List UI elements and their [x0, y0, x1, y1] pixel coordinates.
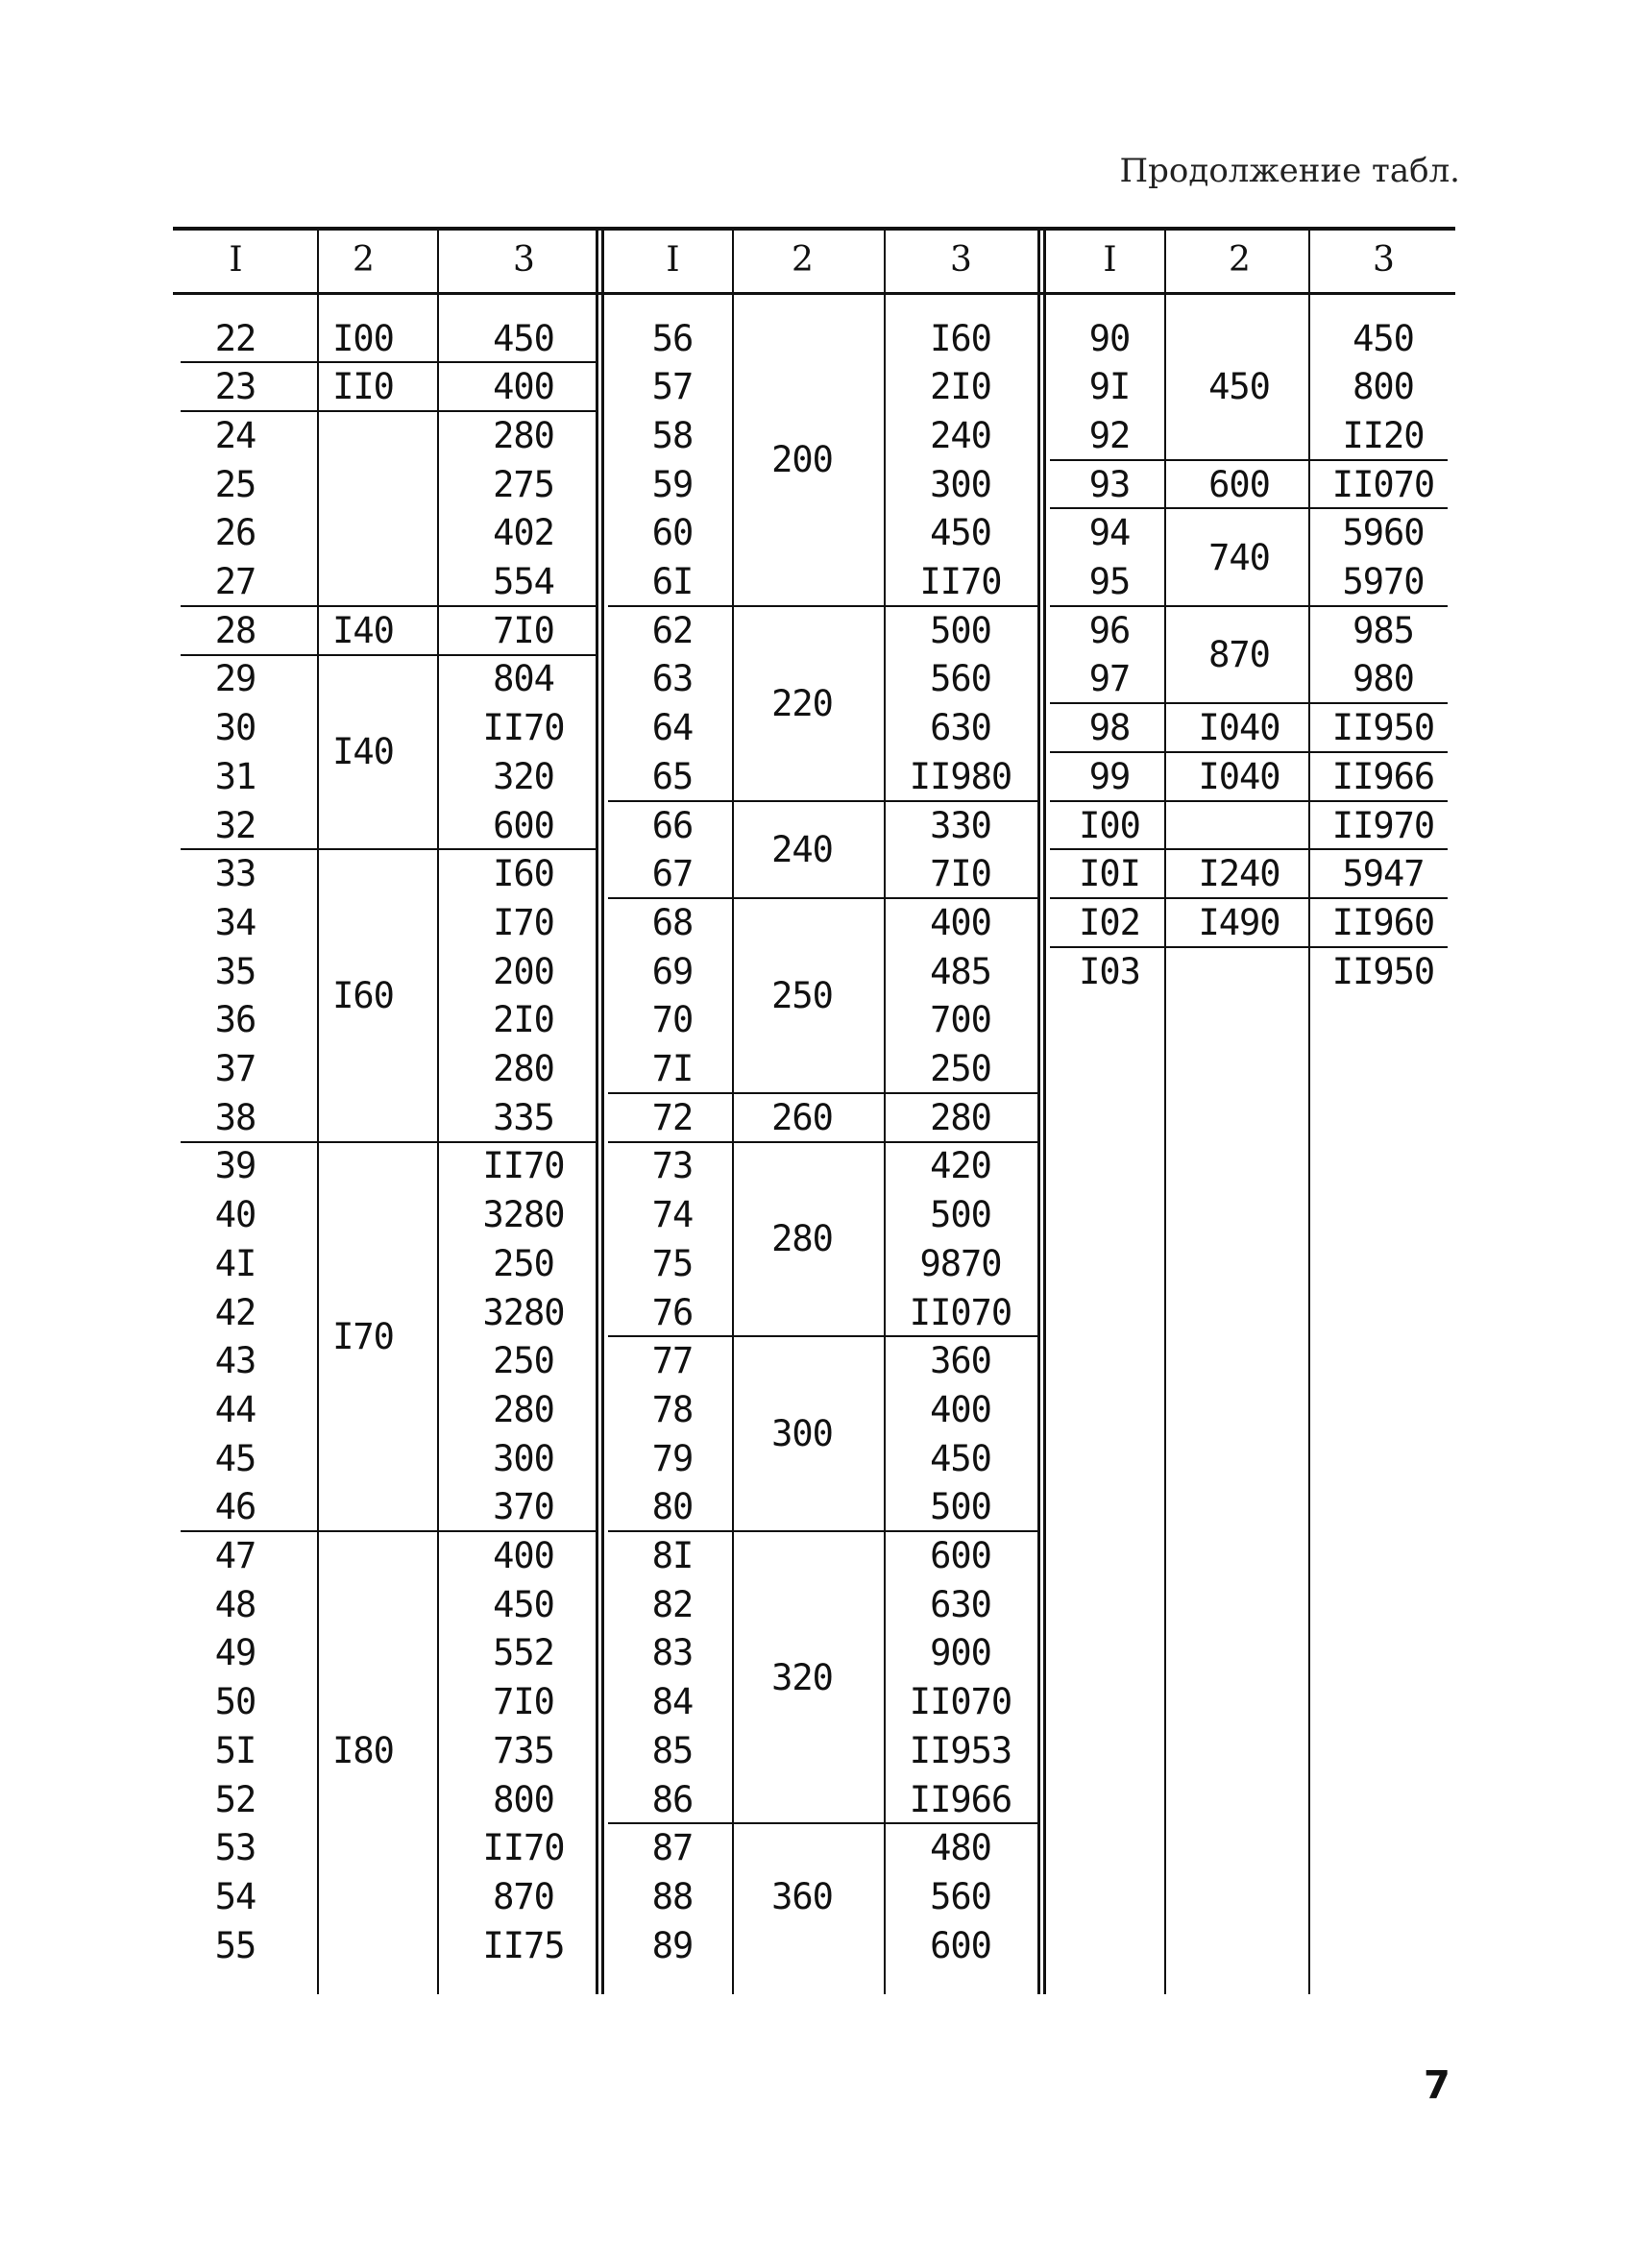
- row-index-cell: 54: [214, 1875, 256, 1917]
- value-cell: 630: [930, 1583, 991, 1625]
- group-value-cell: 320: [771, 1656, 833, 1698]
- row-index-cell: 25: [214, 463, 256, 505]
- row-index-cell: 70: [651, 999, 694, 1041]
- row-index-cell: 78: [651, 1388, 694, 1430]
- group-value-cell: I00: [332, 317, 394, 359]
- row-index-cell: 67: [651, 853, 694, 895]
- row-index-cell: 36: [214, 999, 256, 1041]
- page-number: 7: [1424, 2063, 1450, 2108]
- row-index-cell: 42: [214, 1291, 256, 1333]
- row-index-cell: 65: [651, 755, 694, 797]
- value-cell: 700: [930, 999, 991, 1041]
- row-index-cell: 74: [651, 1194, 694, 1236]
- value-cell: II950: [1331, 707, 1435, 749]
- value-cell: 280: [493, 414, 554, 456]
- row-index-cell: 80: [651, 1486, 694, 1528]
- value-cell: 5970: [1342, 561, 1425, 602]
- group-value-cell: 200: [771, 439, 833, 481]
- value-cell: 360: [930, 1340, 991, 1382]
- row-index-cell: 63: [651, 658, 694, 700]
- row-index-cell: 27: [214, 561, 256, 602]
- value-cell: II70: [482, 707, 565, 749]
- group-separator-rule: [1050, 800, 1448, 802]
- group-separator-rule: [608, 1335, 1039, 1337]
- column-rule: [437, 227, 439, 1994]
- group-value-cell: 220: [771, 682, 833, 724]
- group-value-cell: 360: [771, 1875, 833, 1917]
- row-index-cell: 89: [651, 1924, 694, 1966]
- group-separator-rule: [181, 410, 597, 412]
- row-index-cell: 46: [214, 1486, 256, 1528]
- row-index-cell: 45: [214, 1437, 256, 1479]
- row-index-cell: 83: [651, 1632, 694, 1674]
- value-cell: 2I0: [493, 999, 554, 1041]
- group-value-cell: I40: [332, 609, 394, 651]
- value-cell: 450: [930, 512, 991, 554]
- group-separator-rule: [1050, 507, 1448, 509]
- value-cell: 3280: [482, 1194, 565, 1236]
- value-cell: 800: [493, 1778, 554, 1820]
- value-cell: 870: [493, 1875, 554, 1917]
- group-value-cell: 300: [771, 1413, 833, 1455]
- group-separator-rule: [608, 800, 1039, 802]
- row-index-cell: 7I: [651, 1048, 694, 1089]
- value-cell: 500: [930, 609, 991, 651]
- header-top-rule: [173, 227, 1455, 231]
- value-cell: 7I0: [493, 1681, 554, 1723]
- row-index-cell: 90: [1088, 317, 1131, 359]
- row-index-cell: 33: [214, 853, 256, 895]
- column-rule: [1308, 227, 1310, 1994]
- row-index-cell: 94: [1088, 512, 1131, 554]
- value-cell: 600: [930, 1924, 991, 1966]
- value-cell: 804: [493, 658, 554, 700]
- group-separator-rule: [608, 1141, 1039, 1143]
- row-index-cell: 35: [214, 950, 256, 992]
- value-cell: II75: [482, 1924, 565, 1966]
- value-cell: 450: [1353, 317, 1414, 359]
- row-index-cell: 59: [651, 463, 694, 505]
- row-index-cell: 98: [1088, 707, 1131, 749]
- row-index-cell: I00: [1079, 804, 1140, 846]
- value-cell: 7I0: [493, 609, 554, 651]
- value-cell: II950: [1331, 950, 1435, 992]
- row-index-cell: 28: [214, 609, 256, 651]
- value-cell: II20: [1342, 414, 1425, 456]
- value-cell: 900: [930, 1632, 991, 1674]
- row-index-cell: 34: [214, 901, 256, 943]
- row-index-cell: 44: [214, 1388, 256, 1430]
- column-rule: [884, 227, 886, 1994]
- row-index-cell: 30: [214, 707, 256, 749]
- value-cell: 2I0: [930, 366, 991, 408]
- group-separator-rule: [181, 654, 597, 656]
- row-index-cell: 96: [1088, 609, 1131, 651]
- row-index-cell: 97: [1088, 658, 1131, 700]
- row-index-cell: 64: [651, 707, 694, 749]
- row-index-cell: 6I: [651, 561, 694, 602]
- row-index-cell: 95: [1088, 561, 1131, 602]
- value-cell: II980: [909, 755, 1012, 797]
- header-cell: 3: [513, 239, 534, 280]
- value-cell: 450: [493, 1583, 554, 1625]
- value-cell: 330: [930, 804, 991, 846]
- row-index-cell: 4I: [214, 1242, 256, 1284]
- value-cell: II953: [909, 1729, 1012, 1771]
- header-cell: 2: [1229, 239, 1250, 280]
- value-cell: I60: [930, 317, 991, 359]
- group-value-cell: 250: [771, 974, 833, 1016]
- group-value-cell: I70: [332, 1315, 394, 1357]
- value-cell: 5947: [1342, 853, 1425, 895]
- row-index-cell: 43: [214, 1340, 256, 1382]
- row-index-cell: 62: [651, 609, 694, 651]
- row-index-cell: 50: [214, 1681, 256, 1723]
- value-cell: 335: [493, 1096, 554, 1138]
- row-index-cell: 99: [1088, 755, 1131, 797]
- row-index-cell: 73: [651, 1145, 694, 1187]
- row-index-cell: 57: [651, 366, 694, 408]
- value-cell: II70: [482, 1827, 565, 1869]
- row-index-cell: 72: [651, 1096, 694, 1138]
- row-index-cell: I0I: [1079, 853, 1140, 895]
- group-separator-rule: [1050, 605, 1448, 607]
- row-index-cell: 40: [214, 1194, 256, 1236]
- group-separator-rule: [181, 1141, 597, 1143]
- row-index-cell: I03: [1079, 950, 1140, 992]
- row-index-cell: 77: [651, 1340, 694, 1382]
- value-cell: I60: [493, 853, 554, 895]
- group-value-cell: II0: [332, 366, 394, 408]
- row-index-cell: 82: [651, 1583, 694, 1625]
- row-index-cell: 92: [1088, 414, 1131, 456]
- row-index-cell: 48: [214, 1583, 256, 1625]
- value-cell: 300: [930, 463, 991, 505]
- value-cell: 320: [493, 755, 554, 797]
- row-index-cell: 37: [214, 1048, 256, 1089]
- row-index-cell: 22: [214, 317, 256, 359]
- value-cell: 250: [493, 1340, 554, 1382]
- row-index-cell: 55: [214, 1924, 256, 1966]
- header-cell: 3: [1373, 239, 1394, 280]
- value-cell: II966: [1331, 755, 1435, 797]
- row-index-cell: 88: [651, 1875, 694, 1917]
- group-value-cell: I240: [1198, 853, 1280, 895]
- header-cell: 2: [353, 239, 374, 280]
- row-index-cell: 29: [214, 658, 256, 700]
- group-value-cell: I040: [1198, 707, 1280, 749]
- value-cell: 400: [493, 366, 554, 408]
- value-cell: 552: [493, 1632, 554, 1674]
- group-value-cell: I60: [332, 974, 394, 1016]
- group-value-cell: 450: [1208, 366, 1270, 408]
- value-cell: 420: [930, 1145, 991, 1187]
- value-cell: 985: [1353, 609, 1414, 651]
- row-index-cell: 79: [651, 1437, 694, 1479]
- value-cell: 554: [493, 561, 554, 602]
- value-cell: 980: [1353, 658, 1414, 700]
- group-value-cell: 260: [771, 1096, 833, 1138]
- row-index-cell: 93: [1088, 463, 1131, 505]
- value-cell: 200: [493, 950, 554, 992]
- value-cell: 560: [930, 658, 991, 700]
- value-cell: II070: [1331, 463, 1435, 505]
- row-index-cell: 24: [214, 414, 256, 456]
- row-index-cell: 76: [651, 1291, 694, 1333]
- value-cell: 600: [930, 1535, 991, 1576]
- value-cell: 9870: [919, 1242, 1002, 1284]
- value-cell: 3280: [482, 1291, 565, 1333]
- row-index-cell: 23: [214, 366, 256, 408]
- value-cell: 485: [930, 950, 991, 992]
- row-index-cell: 31: [214, 755, 256, 797]
- group-separator-rule: [608, 897, 1039, 899]
- block-separator: [596, 227, 598, 1994]
- group-separator-rule: [181, 1530, 597, 1532]
- group-separator-rule: [1050, 946, 1448, 948]
- group-value-cell: 280: [771, 1218, 833, 1260]
- header-cell: 2: [792, 239, 813, 280]
- group-separator-rule: [608, 1822, 1039, 1824]
- value-cell: 400: [930, 1388, 991, 1430]
- value-cell: II966: [909, 1778, 1012, 1820]
- value-cell: 480: [930, 1827, 991, 1869]
- header-cell: I: [1103, 239, 1116, 280]
- value-cell: 240: [930, 414, 991, 456]
- row-index-cell: 38: [214, 1096, 256, 1138]
- row-index-cell: 26: [214, 512, 256, 554]
- group-value-cell: I80: [332, 1729, 394, 1771]
- header-bottom-rule: [173, 292, 1455, 295]
- group-value-cell: 870: [1208, 634, 1270, 676]
- row-index-cell: 86: [651, 1778, 694, 1820]
- row-index-cell: 58: [651, 414, 694, 456]
- row-index-cell: 66: [651, 804, 694, 846]
- row-index-cell: 69: [651, 950, 694, 992]
- value-cell: II70: [482, 1145, 565, 1187]
- group-value-cell: I490: [1198, 901, 1280, 943]
- value-cell: 402: [493, 512, 554, 554]
- group-value-cell: 600: [1208, 463, 1270, 505]
- value-cell: 450: [493, 317, 554, 359]
- header-cell: 3: [950, 239, 971, 280]
- row-index-cell: 87: [651, 1827, 694, 1869]
- row-index-cell: 53: [214, 1827, 256, 1869]
- row-index-cell: 84: [651, 1681, 694, 1723]
- value-cell: 600: [493, 804, 554, 846]
- row-index-cell: 9I: [1088, 366, 1131, 408]
- row-index-cell: 8I: [651, 1535, 694, 1576]
- header-cell: I: [666, 239, 679, 280]
- row-index-cell: 39: [214, 1145, 256, 1187]
- value-cell: 275: [493, 463, 554, 505]
- block-separator: [1037, 227, 1040, 1994]
- header-cell: I: [229, 239, 242, 280]
- row-index-cell: 49: [214, 1632, 256, 1674]
- row-index-cell: 75: [651, 1242, 694, 1284]
- value-cell: II070: [909, 1681, 1012, 1723]
- value-cell: 250: [493, 1242, 554, 1284]
- value-cell: II970: [1331, 804, 1435, 846]
- value-cell: 370: [493, 1486, 554, 1528]
- value-cell: 800: [1353, 366, 1414, 408]
- value-cell: 500: [930, 1194, 991, 1236]
- group-value-cell: I040: [1198, 755, 1280, 797]
- value-cell: 500: [930, 1486, 991, 1528]
- row-index-cell: 47: [214, 1535, 256, 1576]
- row-index-cell: I02: [1079, 901, 1140, 943]
- value-cell: 735: [493, 1729, 554, 1771]
- continuation-label: Продолжение табл.: [1119, 152, 1460, 190]
- row-index-cell: 5I: [214, 1729, 256, 1771]
- value-cell: 630: [930, 707, 991, 749]
- value-cell: II70: [919, 561, 1002, 602]
- group-separator-rule: [608, 605, 1039, 607]
- value-cell: 450: [930, 1437, 991, 1479]
- row-index-cell: 68: [651, 901, 694, 943]
- value-cell: 400: [493, 1535, 554, 1576]
- group-value-cell: 240: [771, 828, 833, 870]
- value-cell: 250: [930, 1048, 991, 1089]
- value-cell: I70: [493, 901, 554, 943]
- row-index-cell: 32: [214, 804, 256, 846]
- row-index-cell: 52: [214, 1778, 256, 1820]
- block-separator: [601, 227, 604, 1994]
- value-cell: 280: [930, 1096, 991, 1138]
- value-cell: 280: [493, 1388, 554, 1430]
- group-value-cell: I40: [332, 731, 394, 773]
- row-index-cell: 60: [651, 512, 694, 554]
- value-cell: 5960: [1342, 512, 1425, 554]
- value-cell: 400: [930, 901, 991, 943]
- value-cell: II960: [1331, 901, 1435, 943]
- value-cell: II070: [909, 1291, 1012, 1333]
- value-cell: 560: [930, 1875, 991, 1917]
- group-separator-rule: [608, 1530, 1039, 1532]
- value-cell: 280: [493, 1048, 554, 1089]
- group-value-cell: 740: [1208, 536, 1270, 578]
- group-separator-rule: [181, 848, 597, 850]
- row-index-cell: 85: [651, 1729, 694, 1771]
- value-cell: 7I0: [930, 853, 991, 895]
- row-index-cell: 56: [651, 317, 694, 359]
- value-cell: 300: [493, 1437, 554, 1479]
